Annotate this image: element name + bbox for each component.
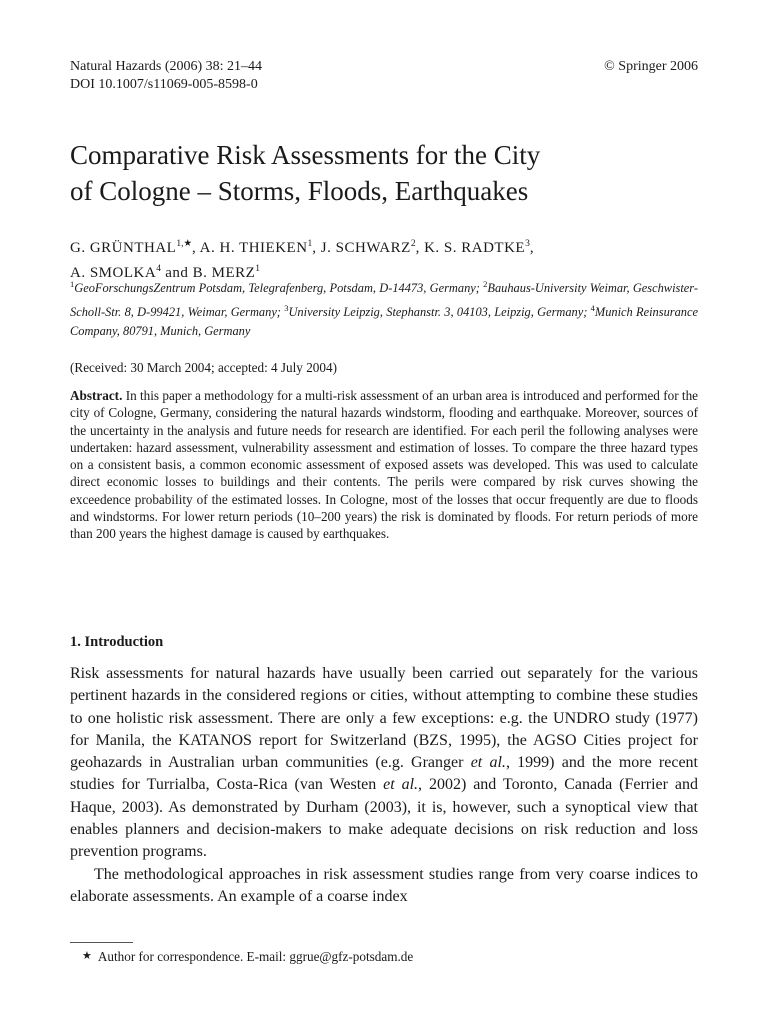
footnote-rule xyxy=(70,942,133,943)
body-text xyxy=(70,663,698,908)
paragraph: The methodological approaches in risk assessment studies range from very coarse indices to elaborate assessments. An example of a coarse index xyxy=(70,865,698,905)
abstract-text: In this paper a methodology for a multi-risk assessment of an urban area is introduced and performed for the city of Cologne, Germany, considering the natural hazards windstorm, flooding and earthquake. Moreover, sources of the uncertainty in the analysis and future needs for research are identified. For each peril the following analyses were undertaken: hazard assessment, vulnerability assessment and estimation of losses. To compare the three hazard types on a consistent basis, a common economic assessment of exposed assets was developed. This was used to calculate direct economic losses to buildings and their contents. The perils were compared by risk curves showing the exceedence probability of the estimated losses. In Cologne, most of the losses that occur frequently are due to floods and windstorms. For lower return periods (10–200 years) the risk is dominated by floods. For return periods of more than 200 years the highest damage is caused by earthquakes. xyxy=(70,388,699,542)
author: A. SMOLKA$^4$ xyxy=(70,264,161,281)
title-line-1: Comparative Risk Assessments for the City xyxy=(70,140,541,170)
abstract-label: Abstract. xyxy=(70,388,123,403)
affiliations: $^1$GeoForschungsZentrum Potsdam, Telegrafenberg, Potsdam, D-14473, Germany; $^2$Bauhaus-University Weimar, Geschwister-Scholl-Str. 8, D-99421, Weimar, Germany; $^3$University Leipzig, Stephanstr. 3, 04103, Leipzig, Germany; $^4$Munich Reinsurance Company, 80791, Munich, Germany xyxy=(70,279,698,338)
received-dates: (Received: 30 March 2004; accepted: 4 July 2004) xyxy=(70,360,337,375)
paper-title xyxy=(70,137,698,209)
author-list: G. $GRÜNTHAL^{1,★}$, A. H. THIEKEN$^1$, J. SCHWARZ$^2$, K. S. RADTKE$^3$, A. SMOLKA$^4$ and B. MERZ$^1$ xyxy=(70,239,535,281)
author: J. SCHWARZ$^2$ xyxy=(320,239,416,256)
footnote xyxy=(82,947,413,966)
running-header xyxy=(70,58,698,76)
copyright-notice: © Springer 2006 xyxy=(604,59,698,74)
doi-line xyxy=(70,76,698,94)
journal-citation: Natural Hazards (2006) 38: 21–44 xyxy=(70,59,263,74)
affiliation: Munich Reinsurance Company, 80791, Munich, Germany xyxy=(70,304,698,338)
author: K. S. RADTKE$^3$ xyxy=(424,239,530,256)
doi: DOI 10.1007/s11069-005-8598-0 xyxy=(70,77,258,92)
author: G. $GRÜNTHAL^{1,★}$ xyxy=(70,239,192,256)
affiliation: Bauhaus-University Weimar, Geschwister-Scholl-Str. 8, D-99421, Weimar, Germany; xyxy=(70,281,698,319)
abstract xyxy=(70,387,698,543)
star-icon: ★ xyxy=(82,950,92,962)
affiliation: GeoForschungsZentrum Potsdam, Telegrafenberg, Potsdam, D-14473, Germany; xyxy=(74,281,484,295)
section-heading: 1. Introduction xyxy=(70,634,164,650)
author: A. H. THIEKEN$^1$ xyxy=(199,239,313,256)
footnote-text: Author for correspondence. E-mail: ggrue@gfz-potsdam.de xyxy=(97,949,414,964)
paragraph: Risk assessments for natural hazards have usually been carried out separately for the various pertinent hazards in the considered regions or cities, without attempting to combine these studies to one holistic risk assessment. There are only a few exceptions: e.g. the UNDRO study (1977) for Manila, the KATANOS report for Switzerland (BZS, 1995), the AGSO Cities project for geohazards in Australian urban communities (e.g. Granger et al., 1999) and the more recent studies for Turrialba, Costa-Rica (van Westen et al., 2002) and Toronto, Canada (Ferrier and Haque, 2003). As demonstrated by Durham (2003), it is, however, such a synoptical view that enables planners and decision-makers to make adequate decisions on risk reduction and loss prevention programs. xyxy=(70,665,699,861)
author: B. MERZ$^1$ xyxy=(192,264,261,281)
title-line-2: of Cologne – Storms, Floods, Earthquakes xyxy=(70,176,529,206)
affiliation: University Leipzig, Stephanstr. 3, 04103, Leipzig, Germany; xyxy=(288,304,591,319)
